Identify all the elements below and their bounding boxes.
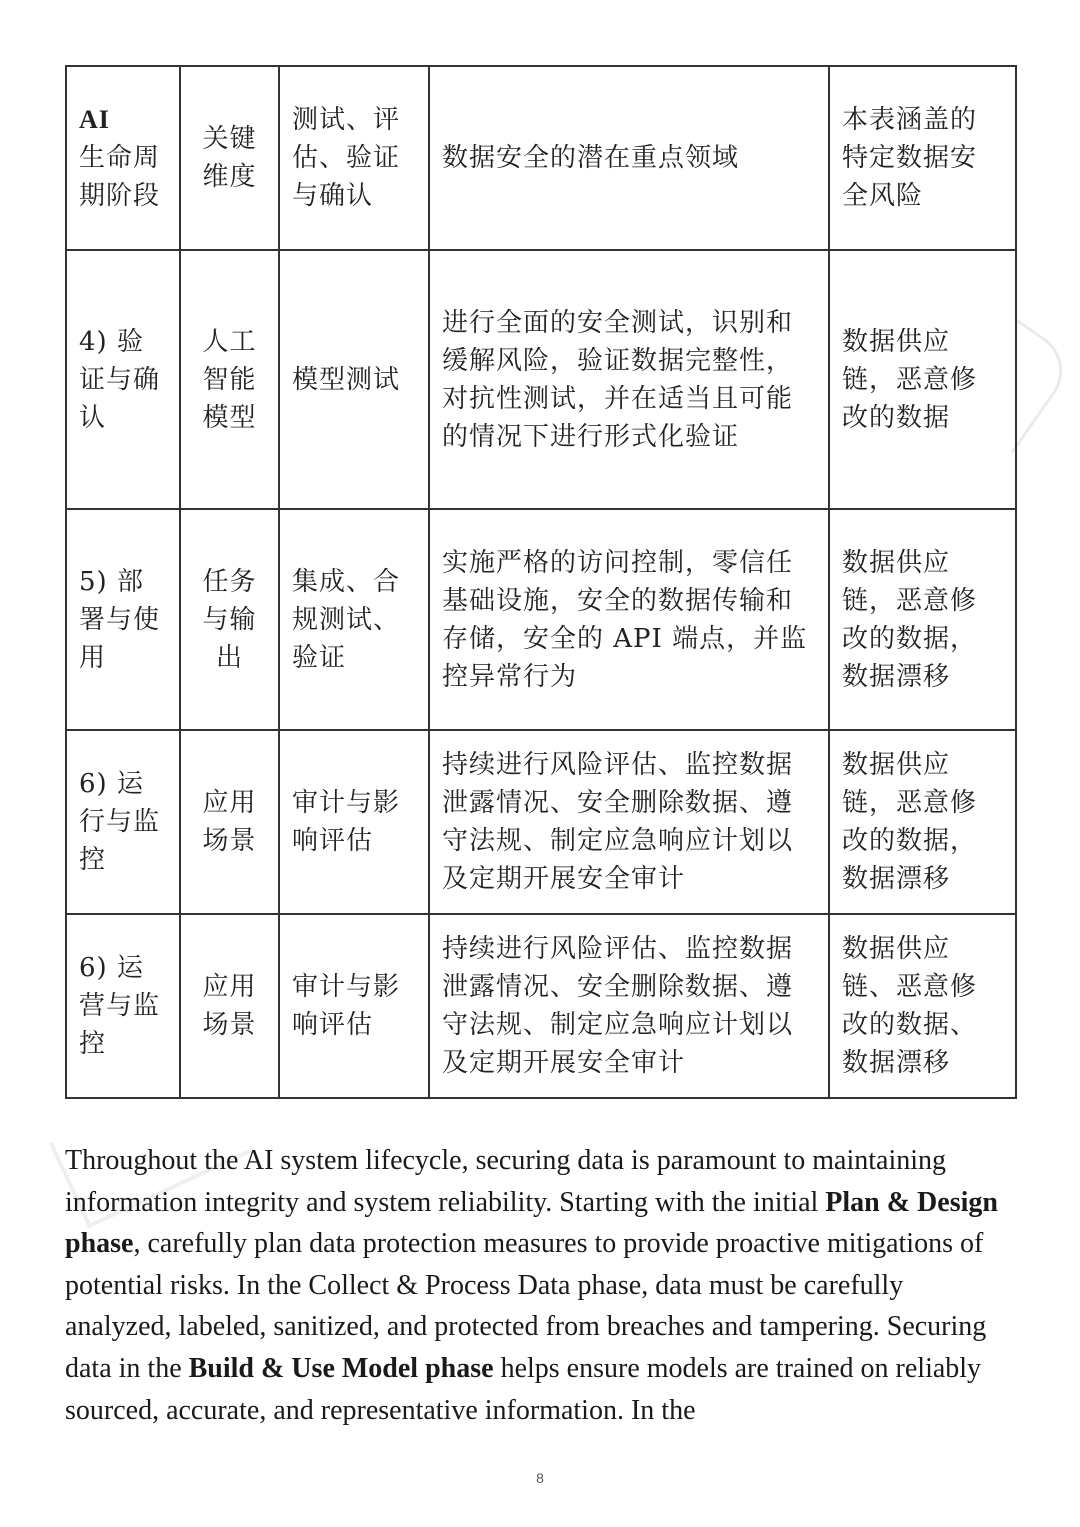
paragraph-text: Throughout the AI system lifecycle, securing data is paramount to maintaining information integrity and system reliability. Starting with the initial	[65, 1145, 947, 1218]
paragraph-bold-phrase: Build & Use Model phase	[188, 1352, 494, 1384]
cell-stage: 4) 验证与确认	[66, 250, 180, 509]
cell-risks: 数据供应链，恶意修改的数据	[829, 250, 1016, 509]
header-stage-text: 生命周期阶段	[79, 143, 161, 211]
cell-focus: 实施严格的访问控制，零信任基础设施，安全的数据传输和存储，安全的 API 端点，并监控异常行为	[429, 509, 829, 730]
cell-risks: 数据供应链、恶意修改的数据、数据漂移	[829, 914, 1016, 1098]
cell-tevv: 集成、合规测试、验证	[279, 509, 429, 730]
cell-stage: 6) 运行与监控	[66, 730, 180, 914]
cell-dimension: 应用场景	[180, 914, 279, 1098]
header-focus-areas: 数据安全的潜在重点领域	[429, 66, 829, 250]
header-tevv: 测试、评估、验证与确认	[279, 66, 429, 250]
cell-risks: 数据供应链，恶意修改的数据，数据漂移	[829, 509, 1016, 730]
header-key-dimension: 关键维度	[180, 66, 279, 250]
paragraph-text: , carefully plan data protection measures to provide proactive mitigations of potential risks. In the Collect & Process Data phase, data must be carefully analyzed, labeled, sanitized, and protected from breaches and tampering. Securing data in the	[65, 1228, 987, 1384]
table-row	[66, 914, 1016, 1098]
cell-dimension: 应用场景	[180, 730, 279, 914]
header-lifecycle-stage	[66, 66, 180, 250]
cell-stage: 6) 运营与监控	[66, 914, 180, 1098]
page-number: 8	[536, 1470, 544, 1486]
table-header-row	[66, 66, 1016, 250]
cell-risks: 数据供应链，恶意修改的数据，数据漂移	[829, 730, 1016, 914]
paragraph-bold-phrase: Plan & Design phase	[65, 1186, 998, 1260]
cell-focus: 进行全面的安全测试，识别和缓解风险，验证数据完整性，对抗性测试，并在适当且可能的情况下进行形式化验证	[429, 250, 829, 509]
cell-dimension: 任务与输出	[180, 509, 279, 730]
cell-dimension: 人工智能模型	[180, 250, 279, 509]
cell-focus: 持续进行风险评估、监控数据泄露情况、安全删除数据、遵守法规、制定应急响应计划以及定期开展安全审计	[429, 730, 829, 914]
table-row	[66, 509, 1016, 730]
lifecycle-security-table	[65, 65, 1017, 1099]
cell-tevv: 模型测试	[279, 250, 429, 509]
cell-stage: 5) 部署与使用	[66, 509, 180, 730]
cell-tevv: 审计与影响评估	[279, 914, 429, 1098]
table-row	[66, 730, 1016, 914]
header-data-risks: 本表涵盖的特定数据安全风险	[829, 66, 1016, 250]
header-ai-prefix: AI	[79, 105, 110, 134]
cell-tevv: 审计与影响评估	[279, 730, 429, 914]
body-paragraph	[65, 1140, 1015, 1431]
cell-focus: 持续进行风险评估、监控数据泄露情况、安全删除数据、遵守法规、制定应急响应计划以及定期开展安全审计	[429, 914, 829, 1098]
paragraph-text: helps ensure models are trained on reliably sourced, accurate, and representative information. In the	[65, 1352, 982, 1426]
table-row	[66, 250, 1016, 509]
